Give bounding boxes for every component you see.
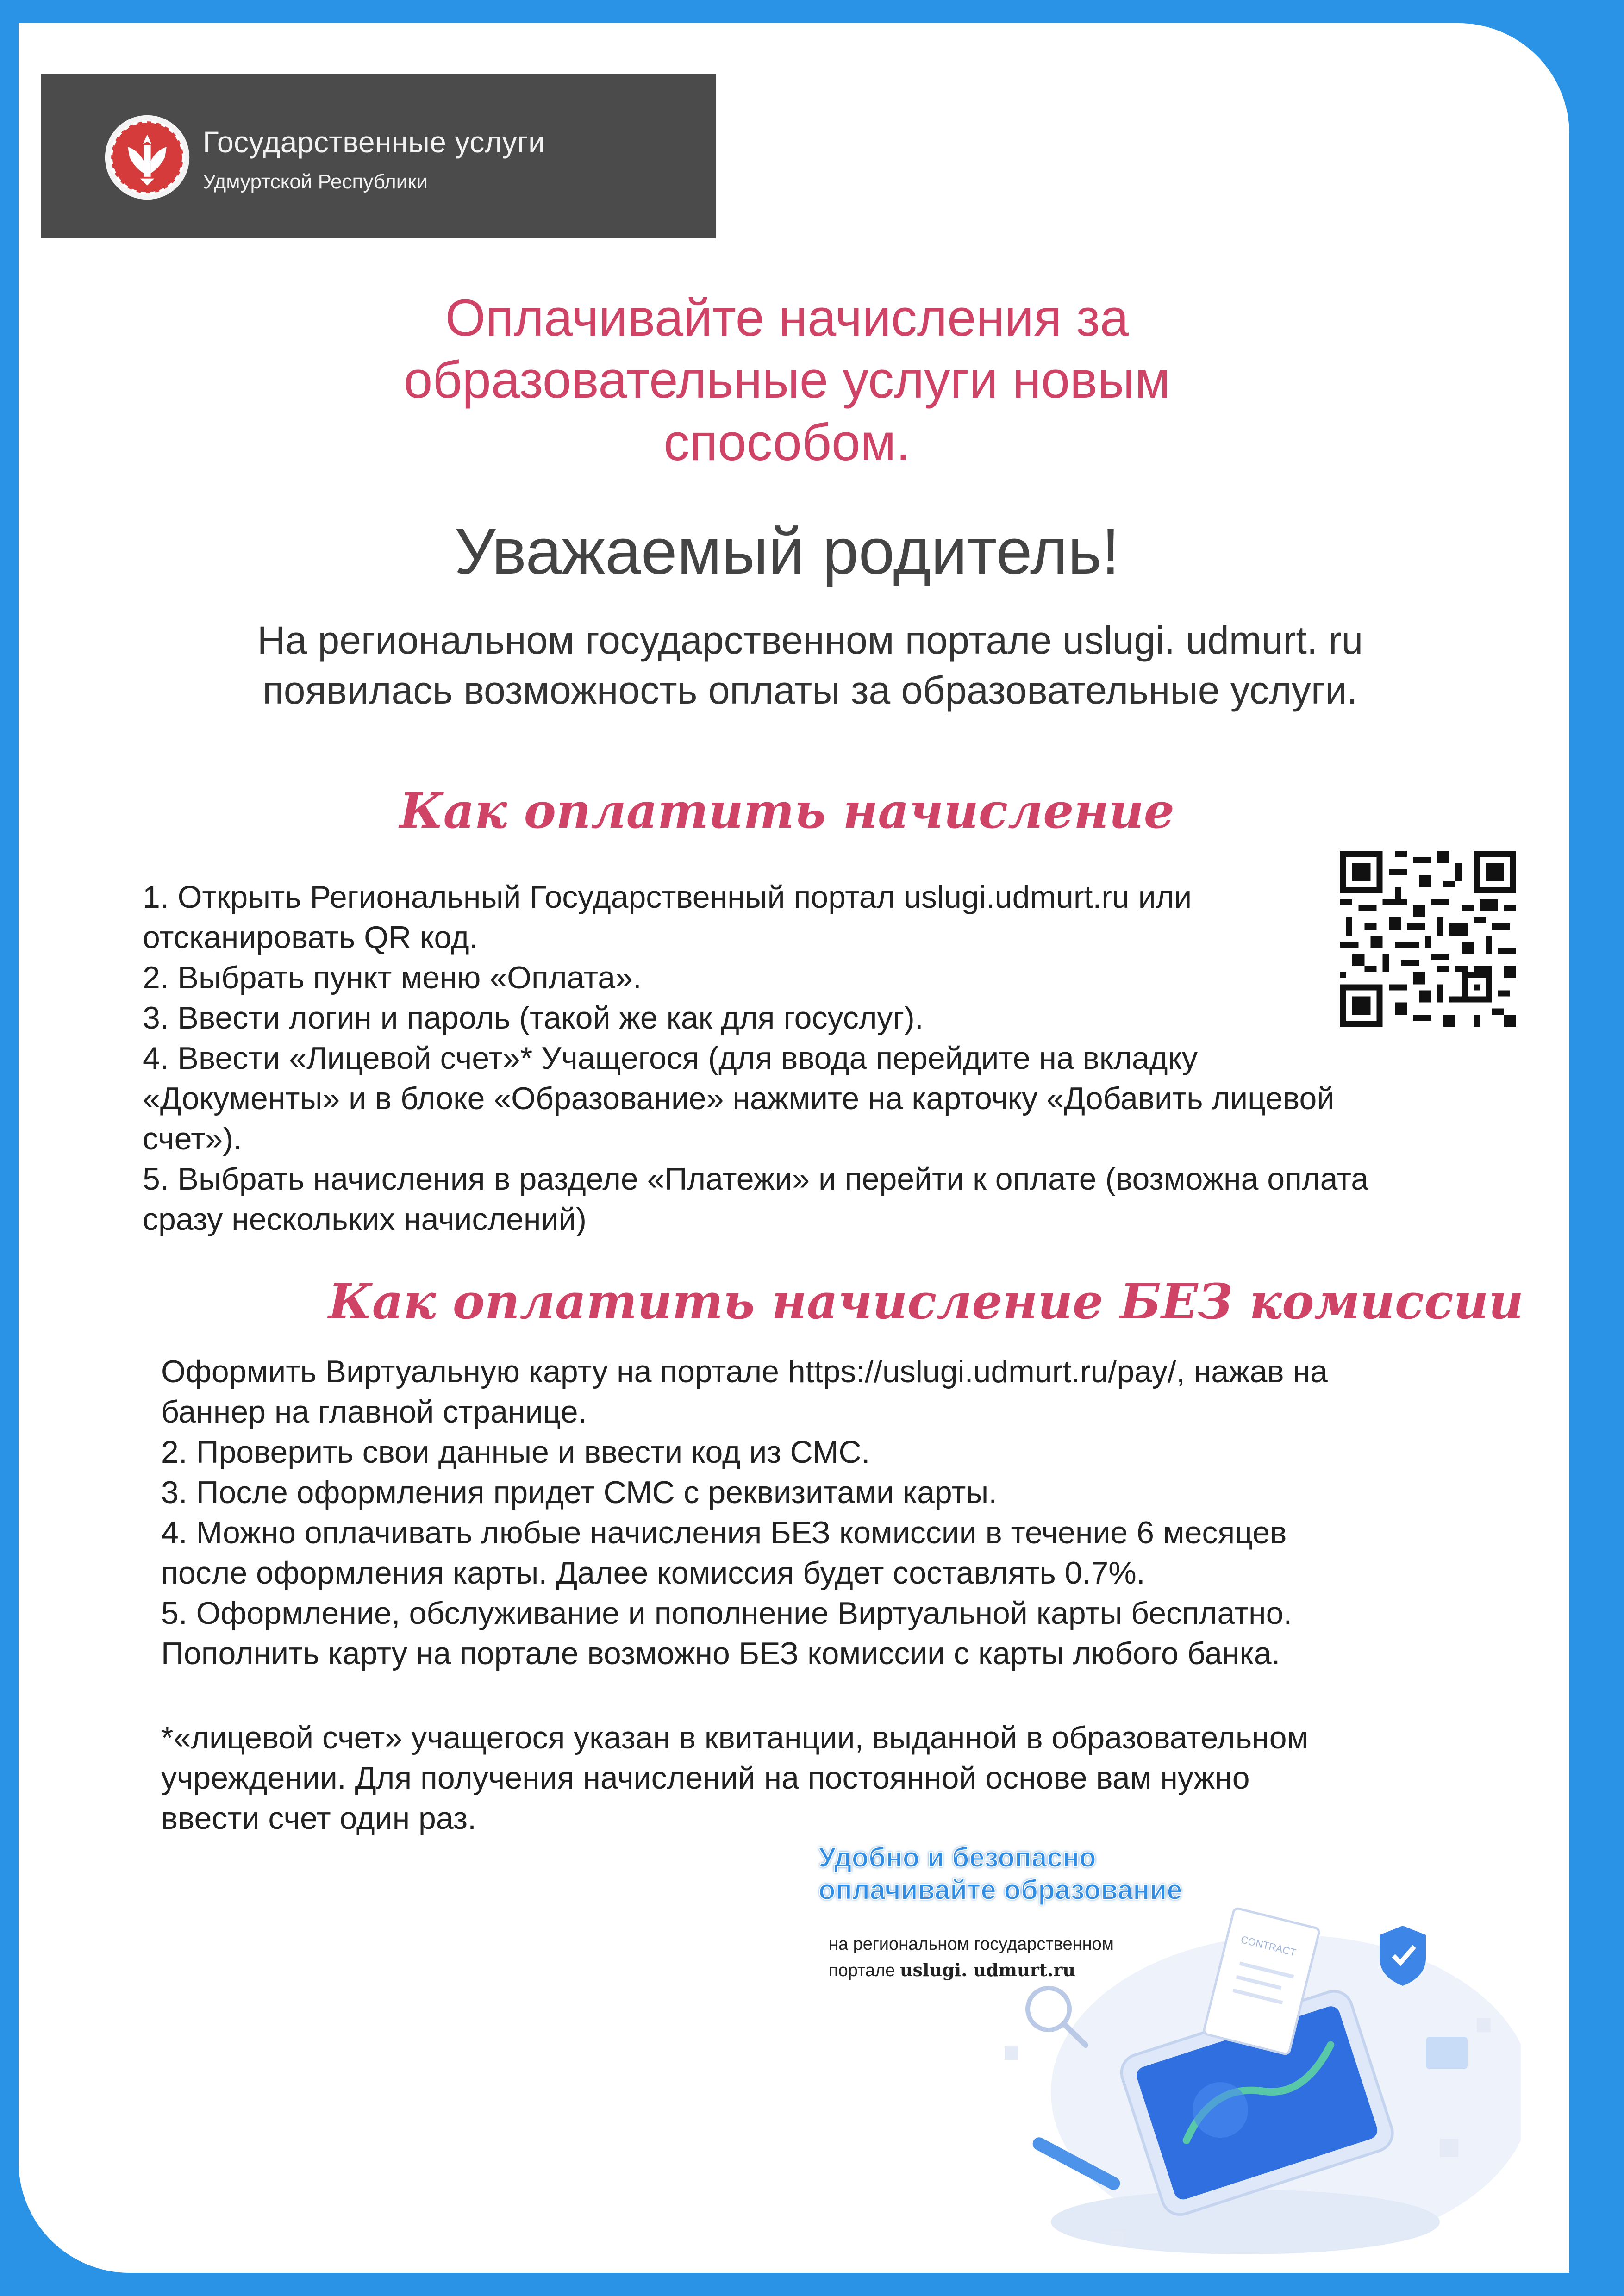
step-line: баннер на главной странице.: [161, 1394, 587, 1430]
promo-subtitle: [829, 1958, 1075, 1983]
promo-headline: оплачивайте образование: [818, 1874, 1182, 1905]
intro-paragraph: [69, 616, 1551, 715]
step-line: 3. Ввести логин и пароль (такой же как для госуслуг).: [143, 1000, 924, 1036]
paragraph-gap: [161, 1674, 1494, 1718]
steps-list-no-commission: [161, 1352, 1494, 1839]
step-line: 2. Проверить свои данные и ввести код из СМС.: [161, 1435, 870, 1470]
org-region: Удмуртской Республики: [203, 170, 428, 193]
org-name: Государственные услуги: [203, 125, 545, 159]
intro-line: появилась возможность оплаты за образовательные услуги.: [262, 668, 1358, 712]
contract-label: CONTRACT: [1239, 1933, 1298, 1959]
headline: [231, 287, 1343, 474]
headline-line: образовательные услуги новым: [403, 351, 1171, 409]
step-line: после оформления карты. Далее комиссия будет составлять 0.7%.: [161, 1555, 1145, 1591]
step-line: отсканировать QR код.: [143, 920, 478, 955]
udmurtia-emblem-icon: [103, 113, 191, 201]
promo-headline: Удобно и безопасно: [818, 1842, 1096, 1873]
promo-subtitle-prefix: портале: [829, 1961, 900, 1980]
greeting: Уважаемый родитель!: [454, 515, 1120, 587]
footnote-line: ввести счет один раз.: [161, 1801, 476, 1836]
step-line: 4. Ввести «Лицевой счет»* Учащегося (для ввода перейдите на вкладку: [143, 1041, 1198, 1076]
step-line: Оформить Виртуальную карту на портале https://uslugi.udmurt.ru/pay/, нажав на: [161, 1354, 1328, 1389]
header-banner: [41, 74, 716, 238]
step-line: Пополнить карту на портале возможно БЕЗ комиссии с карты любого банка.: [161, 1636, 1280, 1672]
step-line: 3. После оформления придет СМС с реквизитами карты.: [161, 1475, 998, 1510]
step-line: 4. Можно оплачивать любые начисления БЕЗ комиссии в течение 6 месяцев: [161, 1515, 1287, 1551]
step-line: счет»).: [143, 1121, 242, 1157]
qr-code[interactable]: [1340, 851, 1516, 1027]
step-line: сразу нескольких начислений): [143, 1202, 587, 1237]
intro-line: На региональном государственном портале uslugi. udmurt. ru: [257, 618, 1363, 662]
headline-line: Оплачивайте начисления за: [445, 289, 1129, 347]
step-line: 5. Оформление, обслуживание и пополнение Виртуальной карты бесплатно.: [161, 1596, 1293, 1631]
footnote-line: учреждении. Для получения начислений на постоянной основе вам нужно: [161, 1760, 1250, 1796]
step-line: 1. Открыть Региональный Государственный портал uslugi.udmurt.ru или: [143, 880, 1192, 915]
promo-subtitle: на региональном государственном: [829, 1934, 1114, 1954]
steps-list-how-to-pay: [143, 877, 1522, 1240]
step-line: 2. Выбрать пункт меню «Оплата».: [143, 960, 642, 996]
section-title-no-commission: Как оплатить начисление БЕЗ комиссии: [328, 1273, 1524, 1330]
promo-portal-link[interactable]: uslugi. udmurt.ru: [900, 1959, 1076, 1980]
promo-banner[interactable]: [810, 1842, 1521, 2268]
section-title-how-to-pay: Как оплатить начисление: [400, 782, 1174, 839]
footnote-line: *«лицевой счет» учащегося указан в квитанции, выданной в образовательном: [161, 1720, 1309, 1756]
step-line: 5. Выбрать начисления в разделе «Платежи» и перейти к оплате (возможна оплата: [143, 1161, 1369, 1197]
step-line: «Документы» и в блоке «Образование» нажмите на карточку «Добавить лицевой: [143, 1081, 1335, 1117]
headline-line: способом.: [663, 413, 911, 471]
